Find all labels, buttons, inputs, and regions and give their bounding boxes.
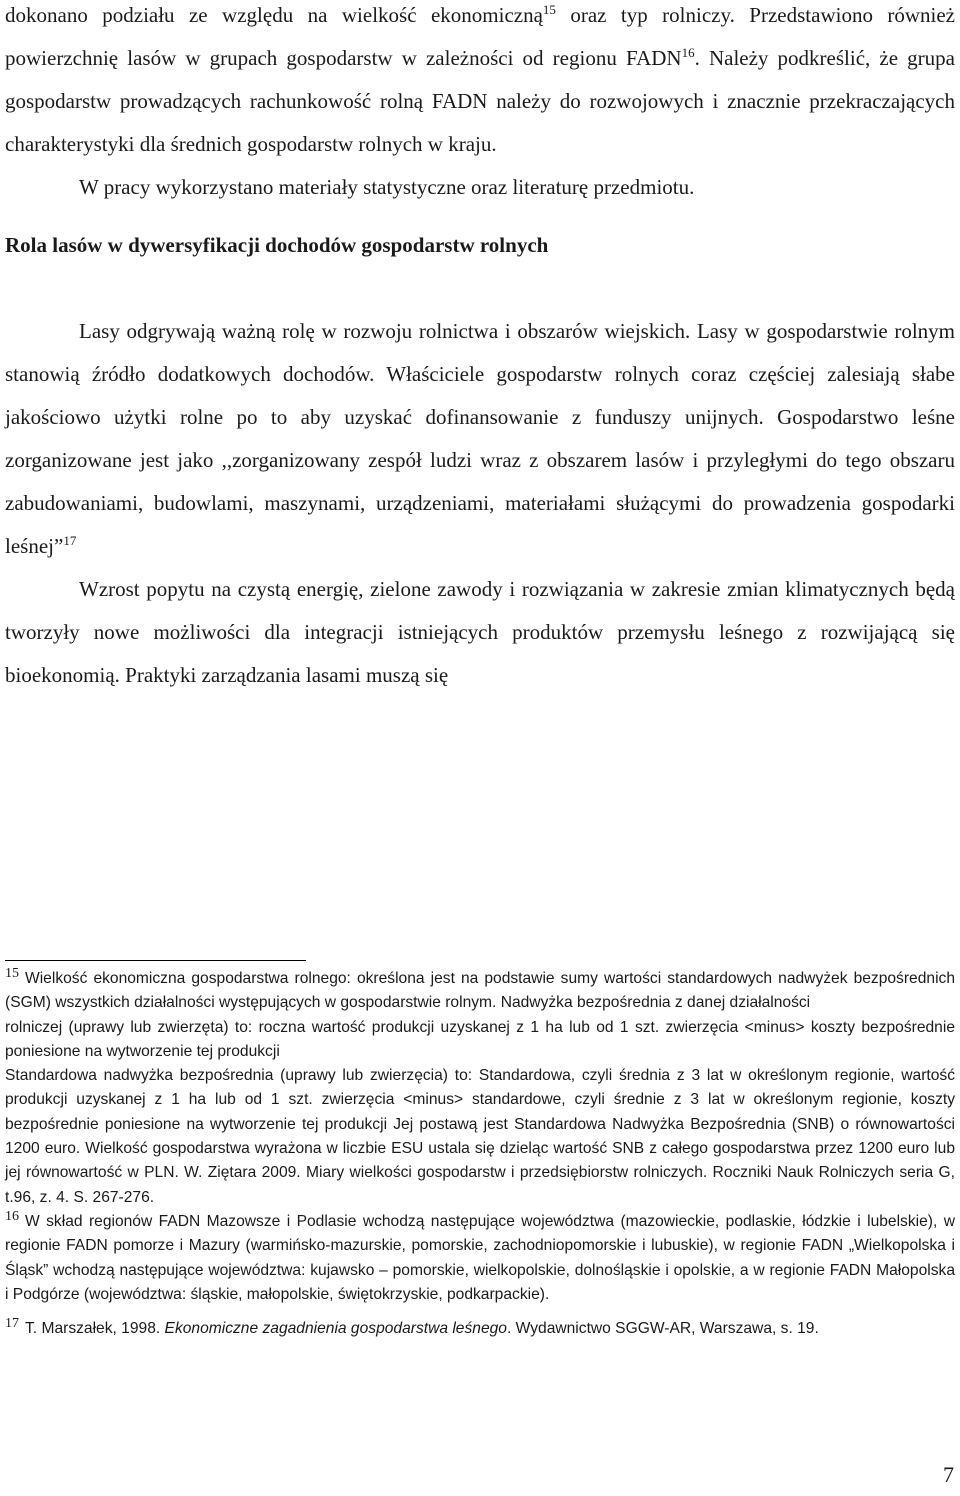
paragraph-sources: W pracy wykorzystano materiały statystyczne oraz literaturę przedmiotu. <box>79 175 695 199</box>
footnote-15-line3: Standardowa nadwyżka bezpośrednia (uprawy lub zwierzęcia) to: Standardowa, czyli średnia z 3 lat w określonym regionie, wartość produkcji uzyskanej z 1 ha lub od 1 szt. zwierzęcia <minus> standardowe, czyli średnie z 3 lat w określonym regionie, koszty bezpośrednie poniesione na wytworzenie tej produkcji Jej postawą jest Standardowa Nadwyżka Bezpośrednia (SNB) o równowartości 1200 euro. Wielkość gospodarstwa wyrażona w liczbie ESU ustala się dzieląc wartość SNB z całego gospodarstwa przez 1200 euro lub jej równowartość w PLN. W. Ziętara 2009. Miary wielkości gospodarstw i przedsiębiorstw rolniczych. Roczniki Nauk Rolniczych seria G, t.96, z. 4. S. 267-276. <box>5 1067 955 1206</box>
footnote-number: 17 <box>5 1315 19 1331</box>
paragraph-methods <box>5 0 955 166</box>
footnote-ref-16[interactable]: 16 <box>681 45 695 60</box>
footnote-15-line2: rolniczej (uprawy lub zwierzęta) to: roczna wartość produkcji uzyskanej z 1 ha lub od 1 szt. zwierzęcia <minus> koszty bezpośrednie poniesione na wytworzenie tej produkcji <box>5 1018 955 1060</box>
footnote-number: 16 <box>5 1208 19 1224</box>
paragraph-demand: Wzrost popytu na czystą energię, zielone zawody i rozwiązania w zakresie zmian klimatycznych będą tworzyły nowe możliwości dla integracji istniejących produktów przemysłu leśnego z rozwijającą się bioekonomią. Praktyki zarządzania lasami muszą się <box>5 577 955 687</box>
page-number: 7 <box>943 1462 954 1487</box>
footnote-ref-17[interactable]: 17 <box>63 533 77 548</box>
footnote-16 <box>5 1210 955 1307</box>
section-heading: Rola lasów w dywersyfikacji dochodów gospodarstw rolnych <box>5 233 549 257</box>
paragraph-forests-role <box>5 310 955 568</box>
footnote-ref-15[interactable]: 15 <box>542 2 556 17</box>
footnote-number: 15 <box>5 965 19 981</box>
text-run: Lasy odgrywają ważną rolę w rozwoju rolnictwa i obszarów wiejskich. Lasy w gospodarstwie rolnym stanowią źródło dodatkowych dochodów. Właściciele gospodarstw rolnych coraz częściej zalesiają słabe jakościowo użytki rolne po to aby uzyskać dofinansowanie z funduszy unijnych. Gospodarstwo leśne zorganizowane jest jako ,,zorganizowany zespół ludzi wraz z obszarem lasów i przyległymi do tego obszaru zabudowaniami, budowlami, maszynami, urządzeniami, materiałami służącymi do prowadzenia gospodarki leśnej” <box>5 319 955 558</box>
footnote-text: T. Marszałek, 1998. <box>25 1320 165 1338</box>
main-text <box>5 0 955 697</box>
footnote-separator <box>5 960 306 961</box>
footnote-text: W skład regionów FADN Mazowsze i Podlasie wchodzą następujące województwa (mazowieckie, podlaskie, łódzkie i lubelskie), w regionie FADN pomorze i Mazury (warmińsko-mazurskie, pomorskie, zachodniopomorskie i lubuskie), w regionie FADN „Wielkopolska i Śląsk” wchodzą następujące województwa: kujawsko – pomorskie, wielkopolskie, dolnośląskie i opolskie, a w regionie FADN Małopolska i Podgórze (województwa: śląskie, małopolskie, świętokrzyskie, podkarpackie). <box>5 1212 955 1303</box>
text-run: oraz typ rolniczy. Przedstawiono również powierzchnię lasów w grupach gospodarstw w zależności od regionu FADN <box>5 3 956 70</box>
footnote-15 <box>5 967 955 1016</box>
book-title: Ekonomiczne zagadnienia gospodarstwa leśnego <box>164 1320 507 1338</box>
footnotes <box>5 967 955 1341</box>
footnote-text: . Wydawnictwo SGGW-AR, Warszawa, s. 19. <box>506 1320 819 1338</box>
footnote-text: Wielkość ekonomiczna gospodarstwa rolnego: określona jest na podstawie sumy wartości standardowych nadwyżek bezpośrednich (SGM) wszystkich działalności występujących w gospodarstwie rolnym. Nadwyżka bezpośrednia z danej działalności <box>5 970 955 1012</box>
text-run: dokonano podziału ze względu na wielkość ekonomiczną <box>5 3 543 27</box>
footnote-17 <box>5 1317 955 1341</box>
text-run: . Należy podkreślić, że grupa gospodarstw prowadzących rachunkowość rolną FADN należy do rozwojowych i znacznie przekraczających charakterystyki dla średnich gospodarstw rolnych w kraju. <box>5 46 955 156</box>
